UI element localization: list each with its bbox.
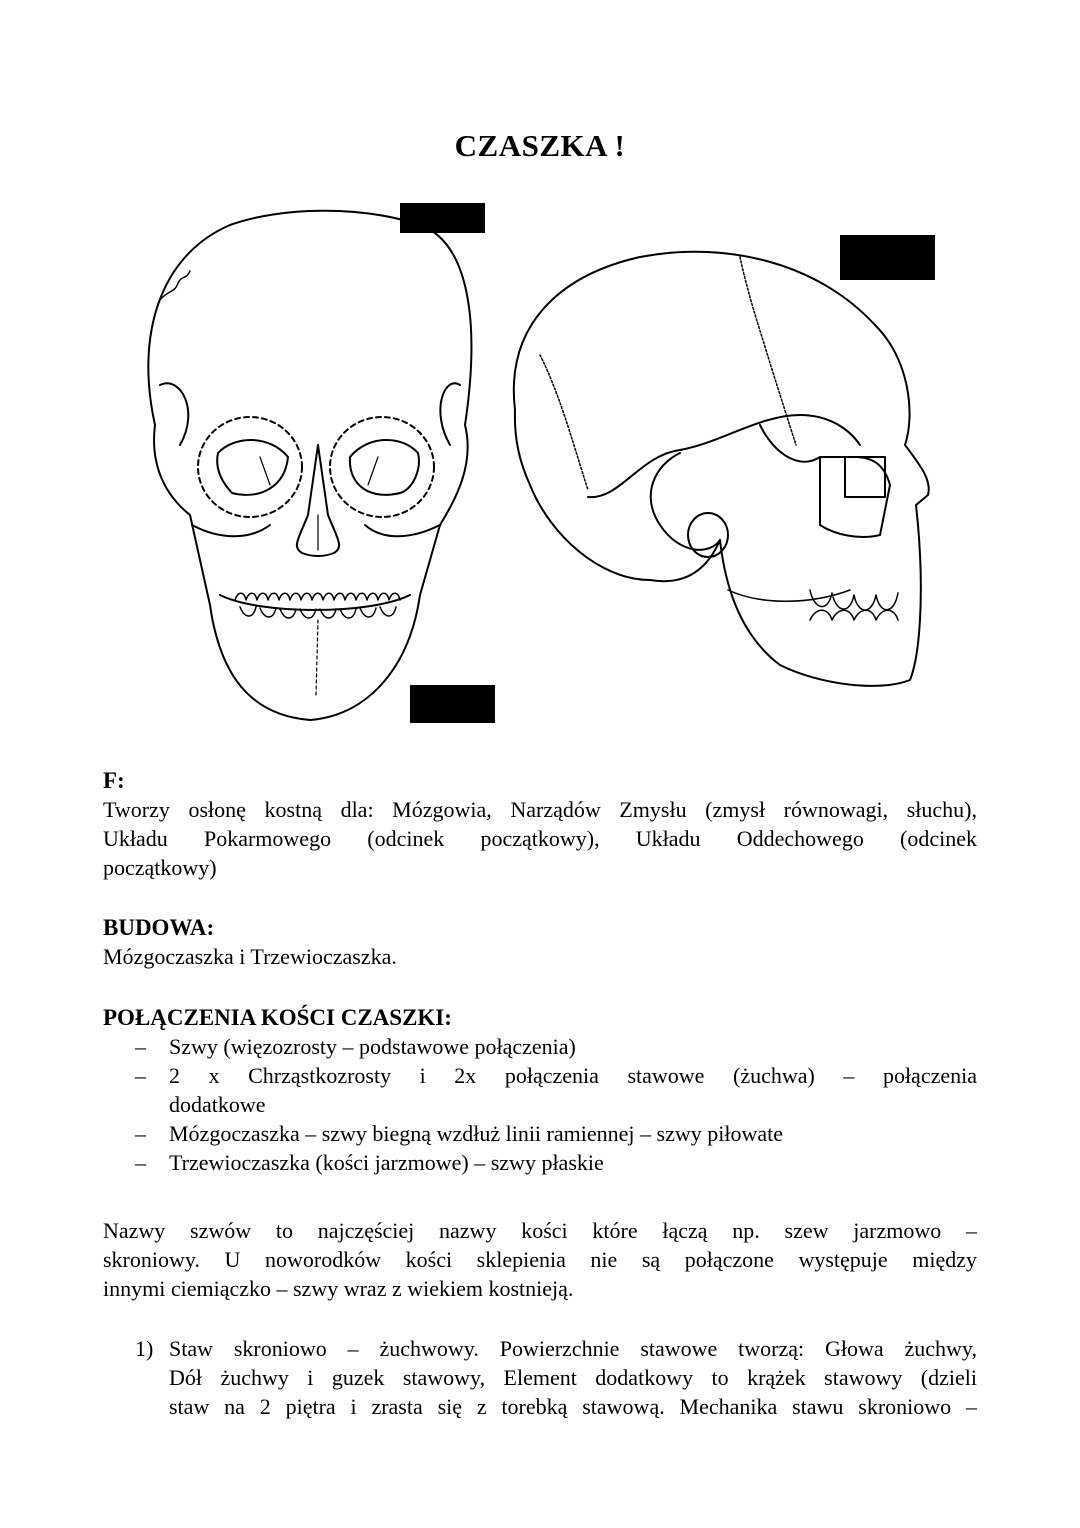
list-item bbox=[103, 1032, 977, 1061]
connections-heading: POŁĄCZENIA KOŚCI CZASZKI: bbox=[103, 1005, 452, 1030]
list-item-line: Szwy (więzozrosty – podstawowe połączenia) bbox=[169, 1034, 576, 1059]
structure-heading: BUDOWA: bbox=[103, 915, 215, 940]
list-item-line: dodatkowe bbox=[169, 1092, 266, 1117]
list-item bbox=[103, 1061, 977, 1119]
skull-front-view bbox=[148, 203, 495, 723]
paragraph-line: innymi ciemiączko – szwy wraz z wiekiem kostnieją. bbox=[103, 1276, 574, 1301]
numbered-section bbox=[103, 1334, 977, 1421]
list-item-line: staw na 2 piętra i zrasta się z torebką stawową. Mechanika stawu skroniowo – bbox=[169, 1394, 977, 1419]
list-number: 1) bbox=[135, 1336, 154, 1361]
paragraph-line: Nazwy szwów to najczęściej nazwy kości które łączą np. szew jarzmowo – bbox=[103, 1218, 977, 1243]
page-title: CZASZKA ! bbox=[454, 128, 626, 163]
list-item-line: Staw skroniowo – żuchwowy. Powierzchnie stawowe tworzą: Głowa żuchwy, bbox=[169, 1336, 977, 1361]
list-item bbox=[103, 1119, 977, 1148]
function-line: początkowy) bbox=[103, 855, 217, 880]
list-item-line: Mózgoczaszka – szwy biegną wzdłuż linii ramiennej – szwy piłowate bbox=[169, 1121, 783, 1146]
numbered-list bbox=[103, 1334, 977, 1421]
bullet-dash: – bbox=[135, 1034, 146, 1059]
function-heading: F: bbox=[103, 768, 125, 793]
structure-section bbox=[103, 913, 977, 971]
skull-side-view bbox=[514, 235, 935, 686]
list-item-line: Trzewioczaszka (kości jarzmowe) – szwy płaskie bbox=[169, 1150, 604, 1175]
sutures-paragraph bbox=[103, 1216, 977, 1303]
bullet-dash: – bbox=[135, 1063, 146, 1088]
function-section bbox=[103, 766, 977, 882]
list-item-line: Dół żuchwy i guzek stawowy, Element dodatkowy to krążek stawowy (dzieli bbox=[169, 1365, 977, 1390]
function-line: Układu Pokarmowego (odcinek początkowy), Układu Oddechowego (odcinek bbox=[103, 826, 977, 851]
list-item-line: 2 x Chrząstkozrosty i 2x połączenia stawowe (żuchwa) – połączenia bbox=[169, 1063, 977, 1088]
connections-section bbox=[103, 1003, 977, 1177]
function-line: Tworzy osłonę kostną dla: Mózgowia, Narządów Zmysłu (zmysł równowagi, słuchu), bbox=[103, 797, 977, 822]
structure-text: Mózgoczaszka i Trzewioczaszka. bbox=[103, 944, 397, 969]
bullet-dash: – bbox=[135, 1150, 146, 1175]
paragraph-line: skroniowy. U noworodków kości sklepienia nie są połączone występuje między bbox=[103, 1247, 977, 1272]
skull-illustration bbox=[120, 195, 970, 740]
list-item bbox=[103, 1334, 977, 1421]
connections-list bbox=[103, 1032, 977, 1177]
list-item bbox=[103, 1148, 977, 1177]
bullet-dash: – bbox=[135, 1121, 146, 1146]
